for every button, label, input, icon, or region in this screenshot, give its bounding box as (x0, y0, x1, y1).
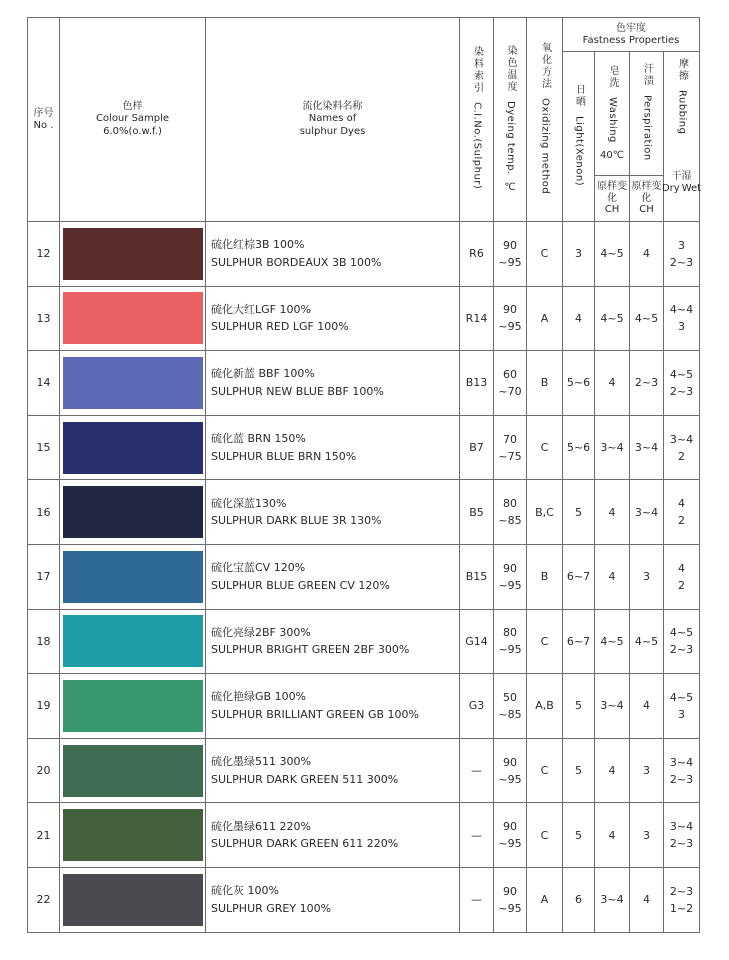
header-sample-en: Colour Sample (95, 113, 170, 125)
dyeing-temp-high: ~85 (498, 707, 522, 721)
rubbing-dry: 4~5 (669, 367, 694, 381)
dyeing-temp-low: 90 (503, 238, 517, 252)
header-light (563, 52, 595, 222)
colour-sample-cell (60, 609, 206, 674)
rubbing-dry: 3 (678, 238, 686, 252)
header-washing-label (606, 65, 618, 143)
header-colour-sample (60, 18, 206, 222)
header-rubbing-en: Rubbing (676, 89, 688, 135)
oxidizing-method: A,B (527, 674, 563, 739)
perspiration-fastness: 4 (630, 222, 664, 287)
dyeing-temp-cell (494, 738, 527, 803)
rubbing-fastness-cell (664, 286, 700, 351)
washing-fastness: 4 (595, 480, 630, 545)
dye-name-en: SULPHUR BORDEAUX 3B 100% (211, 255, 382, 269)
dye-name-zh: 硫化蓝 BRN 150% (211, 431, 306, 445)
ci-number: — (460, 738, 494, 803)
dyeing-temp-high: ~95 (498, 643, 522, 657)
dyeing-temp-high: ~95 (498, 320, 522, 334)
washing-fastness: 4 (595, 803, 630, 868)
rubbing-dry: 4~5 (669, 690, 694, 704)
rubbing-dry: 3~4 (669, 820, 694, 834)
colour-swatch (63, 745, 203, 797)
rubbing-wet: 2 (678, 578, 686, 592)
header-dry-en: Dry (661, 182, 680, 194)
oxidizing-method: B,C (527, 480, 563, 545)
colour-swatch (63, 486, 203, 538)
header-ch2-en: CH (639, 204, 654, 216)
colour-swatch (63, 615, 203, 667)
light-fastness: 3 (563, 222, 595, 287)
header-wet-en: Wet (681, 182, 702, 194)
dyeing-temp-low: 90 (503, 303, 517, 317)
header-light-en: Light(Xenon) (573, 115, 585, 186)
dye-catalog-page (27, 17, 702, 937)
header-rubbing-label (676, 58, 688, 134)
oxidizing-method: B (527, 351, 563, 416)
oxidizing-method: A (527, 286, 563, 351)
colour-swatch (63, 357, 203, 409)
dyeing-temp-cell (494, 544, 527, 609)
dyeing-temp-cell (494, 609, 527, 674)
row-number: 18 (28, 609, 60, 674)
dyeing-temp-low: 90 (503, 755, 517, 769)
header-washing-en: Washing (607, 96, 618, 143)
rubbing-wet: 2~3 (669, 837, 694, 851)
perspiration-fastness: 4~5 (630, 286, 664, 351)
ci-number: B13 (460, 351, 494, 416)
rubbing-wet: 2~3 (669, 384, 694, 398)
ci-number: B7 (460, 415, 494, 480)
rubbing-wet: 2~3 (669, 643, 694, 657)
oxidizing-method: C (527, 415, 563, 480)
dyeing-temp-low: 90 (503, 561, 517, 575)
header-dyeing-temp (494, 18, 527, 222)
rubbing-dry: 2~3 (669, 884, 694, 898)
light-fastness: 4 (563, 286, 595, 351)
washing-fastness: 4 (595, 351, 630, 416)
rubbing-fastness-cell (664, 480, 700, 545)
row-number: 14 (28, 351, 60, 416)
rubbing-wet: 1~2 (669, 901, 694, 915)
colour-swatch (63, 292, 203, 344)
rubbing-fastness-cell (664, 222, 700, 287)
colour-sample-cell (60, 803, 206, 868)
washing-fastness: 3~4 (595, 867, 630, 932)
row-number: 20 (28, 738, 60, 803)
dyeing-temp-low: 50 (503, 690, 517, 704)
header-light-zh: 日晒 (573, 84, 585, 108)
header-ox-label (539, 42, 551, 194)
perspiration-fastness: 4 (630, 867, 664, 932)
washing-fastness: 4~5 (595, 222, 630, 287)
table-row (28, 803, 700, 868)
dye-name-zh: 硫化亮绿2BF 300% (211, 625, 311, 639)
dye-name-en: SULPHUR GREY 100% (211, 901, 332, 915)
dye-name-en: SULPHUR BRILLIANT GREEN GB 100% (211, 707, 419, 721)
table-row (28, 674, 700, 739)
dye-name-zh: 硫化艳绿GB 100% (211, 690, 307, 704)
header-fastness-en: Fastness Properties (582, 34, 680, 46)
rubbing-fastness-cell (664, 609, 700, 674)
ci-number: B5 (460, 480, 494, 545)
dye-name-en: SULPHUR RED LGF 100% (211, 320, 349, 334)
rubbing-dry: 4~5 (669, 626, 694, 640)
rubbing-fastness-cell (664, 415, 700, 480)
dye-name-cell (206, 222, 460, 287)
dye-name-zh: 硫化深蓝130% (211, 496, 287, 510)
oxidizing-method: C (527, 609, 563, 674)
colour-swatch (63, 809, 203, 861)
dye-name-zh: 硫化灰 100% (211, 884, 279, 898)
light-fastness: 6~7 (563, 544, 595, 609)
dyeing-temp-high: ~95 (498, 772, 522, 786)
light-fastness: 5 (563, 674, 595, 739)
dye-name-cell (206, 674, 460, 739)
rubbing-dry: 3~4 (669, 432, 694, 446)
row-number: 13 (28, 286, 60, 351)
washing-fastness: 4 (595, 544, 630, 609)
perspiration-fastness: 3 (630, 738, 664, 803)
header-sample-note: 6.0%(o.w.f.) (103, 125, 162, 137)
table-row (28, 351, 700, 416)
header-drywet-zh: 干湿 (671, 171, 692, 183)
dyeing-temp-cell (494, 480, 527, 545)
dye-name-en: SULPHUR BLUE GREEN CV 120% (211, 578, 390, 592)
table-row (28, 415, 700, 480)
dye-name-cell (206, 544, 460, 609)
header-sample-zh: 色样 (122, 100, 143, 112)
header-ox-en: Oxidizing method (539, 97, 551, 194)
dyeing-temp-low: 60 (503, 367, 517, 381)
header-persp-ch (630, 176, 664, 222)
rubbing-fastness-cell (664, 351, 700, 416)
colour-sample-cell (60, 222, 206, 287)
row-number: 16 (28, 480, 60, 545)
colour-sample-cell (60, 544, 206, 609)
header-ox-zh: 氧化方法 (539, 41, 551, 90)
ci-number: — (460, 803, 494, 868)
rubbing-fastness-cell (664, 867, 700, 932)
rubbing-fastness-cell (664, 738, 700, 803)
colour-swatch (63, 874, 203, 926)
light-fastness: 5 (563, 803, 595, 868)
ci-number: G3 (460, 674, 494, 739)
light-fastness: 5 (563, 738, 595, 803)
header-dye-names (206, 18, 460, 222)
header-ci-label (471, 46, 483, 189)
dyeing-temp-high: ~95 (498, 255, 522, 269)
header-fastness-zh: 色牢度 (616, 22, 647, 34)
colour-swatch (63, 551, 203, 603)
dye-name-en: SULPHUR BLUE BRN 150% (211, 449, 357, 463)
light-fastness: 5 (563, 480, 595, 545)
dye-name-en: SULPHUR DARK GREEN 611 220% (211, 837, 399, 851)
perspiration-fastness: 3~4 (630, 415, 664, 480)
colour-sample-cell (60, 738, 206, 803)
rubbing-dry: 3~4 (669, 755, 694, 769)
colour-sample-cell (60, 674, 206, 739)
header-ch2-zh: 原样变化 (631, 181, 662, 204)
dyeing-temp-cell (494, 415, 527, 480)
light-fastness: 6 (563, 867, 595, 932)
colour-sample-cell (60, 480, 206, 545)
dyeing-temp-low: 80 (503, 497, 517, 511)
dyeing-temp-low: 90 (503, 820, 517, 834)
header-perspiration (630, 52, 664, 176)
oxidizing-method: A (527, 867, 563, 932)
rubbing-dry: 4 (678, 497, 686, 511)
light-fastness: 6~7 (563, 609, 595, 674)
dye-name-cell (206, 609, 460, 674)
header-ch-zh: 原样变化 (597, 181, 627, 204)
colour-sample-cell (60, 286, 206, 351)
table-row (28, 480, 700, 545)
header-ch-en: CH (604, 204, 620, 216)
table-row (28, 544, 700, 609)
dyeing-temp-cell (494, 803, 527, 868)
perspiration-fastness: 2~3 (630, 351, 664, 416)
oxidizing-method: C (527, 222, 563, 287)
colour-sample-cell (60, 351, 206, 416)
header-names-en1: Names of (308, 113, 357, 125)
washing-fastness: 3~4 (595, 415, 630, 480)
dyeing-temp-cell (494, 351, 527, 416)
header-temp-zh: 染色温度 (505, 45, 516, 94)
header-persp-en: Perspiration (641, 94, 653, 161)
dyeing-temp-cell (494, 222, 527, 287)
ci-number: B15 (460, 544, 494, 609)
rubbing-wet: 3 (678, 707, 686, 721)
dye-name-cell (206, 415, 460, 480)
light-fastness: 5~6 (563, 351, 595, 416)
dyeing-temp-cell (494, 286, 527, 351)
dyeing-temp-high: ~85 (498, 514, 522, 528)
colour-swatch (63, 422, 203, 474)
rubbing-fastness-cell (664, 803, 700, 868)
header-persp-label (641, 63, 653, 160)
ci-number: G14 (460, 609, 494, 674)
table-row (28, 609, 700, 674)
dye-name-zh: 硫化红棕3B 100% (211, 238, 305, 252)
header-temp-en: Dyeing temp. (505, 100, 516, 175)
header-ci-zh: 染料索引 (471, 46, 483, 95)
oxidizing-method: C (527, 738, 563, 803)
dye-name-cell (206, 738, 460, 803)
header-persp-zh: 汗渍 (641, 63, 653, 88)
colour-sample-cell (60, 867, 206, 932)
oxidizing-method: B (527, 544, 563, 609)
dyeing-temp-high: ~95 (498, 901, 522, 915)
dye-name-en: SULPHUR BRIGHT GREEN 2BF 300% (211, 643, 410, 657)
ci-number: R14 (460, 286, 494, 351)
perspiration-fastness: 3 (630, 544, 664, 609)
dye-name-en: SULPHUR NEW BLUE BBF 100% (211, 384, 384, 398)
dye-name-cell (206, 286, 460, 351)
row-number: 19 (28, 674, 60, 739)
washing-fastness: 4 (595, 738, 630, 803)
header-fastness (563, 18, 700, 52)
table-row (28, 738, 700, 803)
dyeing-temp-cell (494, 674, 527, 739)
dyeing-temp-low: 90 (503, 884, 517, 898)
header-ci-en: C.I.No.(Sulphur) (471, 102, 483, 190)
header-names-en2: sulphur Dyes (299, 125, 366, 137)
dyeing-temp-high: ~75 (498, 449, 522, 463)
washing-fastness: 3~4 (595, 674, 630, 739)
colour-swatch (63, 228, 203, 280)
row-number: 17 (28, 544, 60, 609)
header-drywet-en (661, 182, 702, 195)
dye-name-cell (206, 351, 460, 416)
header-light-label (573, 84, 585, 186)
header-rubbing (661, 52, 702, 222)
header-rubbing-zh: 摩擦 (676, 58, 688, 82)
header-names-zh: 流化染料名称 (302, 100, 363, 112)
dye-name-en: SULPHUR DARK BLUE 3R 130% (211, 514, 382, 528)
header-temp-label (504, 45, 516, 174)
oxidizing-method: C (527, 803, 563, 868)
dye-table (27, 17, 700, 933)
dye-name-en: SULPHUR DARK GREEN 511 300% (211, 772, 399, 786)
dye-name-zh: 硫化墨绿611 220% (211, 819, 311, 833)
header-washing-temp: 40℃ (600, 149, 624, 161)
row-number: 22 (28, 867, 60, 932)
dye-name-cell (206, 480, 460, 545)
header-washing-zh: 皂洗 (607, 65, 618, 90)
rubbing-wet: 2~3 (669, 772, 694, 786)
dye-name-zh: 硫化宝蓝CV 120% (211, 561, 306, 575)
dyeing-temp-high: ~70 (498, 384, 522, 398)
table-row (28, 286, 700, 351)
header-oxidizing (527, 18, 563, 222)
dyeing-temp-cell (494, 867, 527, 932)
header-washing-ch (595, 176, 630, 222)
washing-fastness: 4~5 (595, 286, 630, 351)
row-number: 15 (28, 415, 60, 480)
rubbing-dry: 4 (678, 561, 686, 575)
dyeing-temp-low: 70 (503, 432, 517, 446)
dye-name-cell (206, 867, 460, 932)
dye-name-zh: 硫化大红LGF 100% (211, 302, 311, 316)
perspiration-fastness: 4~5 (630, 609, 664, 674)
dye-name-zh: 硫化新蓝 BBF 100% (211, 367, 315, 381)
rubbing-wet: 2 (678, 449, 686, 463)
rubbing-dry: 4~4 (669, 303, 694, 317)
row-number: 21 (28, 803, 60, 868)
perspiration-fastness: 4 (630, 674, 664, 739)
header-no (28, 18, 60, 222)
perspiration-fastness: 3~4 (630, 480, 664, 545)
ci-number: R6 (460, 222, 494, 287)
washing-fastness: 4~5 (595, 609, 630, 674)
header-no-zh: 序号 (33, 107, 54, 119)
dyeing-temp-low: 80 (503, 626, 517, 640)
header-temp-unit: ℃ (504, 181, 516, 193)
perspiration-fastness: 3 (630, 803, 664, 868)
rubbing-wet: 2 (678, 514, 686, 528)
colour-swatch (63, 680, 203, 732)
dyeing-temp-high: ~95 (498, 837, 522, 851)
rubbing-fastness-cell (664, 674, 700, 739)
dye-name-cell (206, 803, 460, 868)
dye-name-zh: 硫化墨绿511 300% (211, 754, 311, 768)
header-ci (460, 18, 494, 222)
ci-number: — (460, 867, 494, 932)
rubbing-wet: 2~3 (669, 255, 694, 269)
table-row (28, 867, 700, 932)
header-washing (595, 52, 630, 176)
dyeing-temp-high: ~95 (498, 578, 522, 592)
colour-sample-cell (60, 415, 206, 480)
light-fastness: 5~6 (563, 415, 595, 480)
header-drywet (661, 171, 702, 194)
rubbing-wet: 3 (678, 320, 686, 334)
header-no-en: No . (33, 119, 54, 131)
rubbing-fastness-cell (664, 544, 700, 609)
row-number: 12 (28, 222, 60, 287)
table-row (28, 222, 700, 287)
